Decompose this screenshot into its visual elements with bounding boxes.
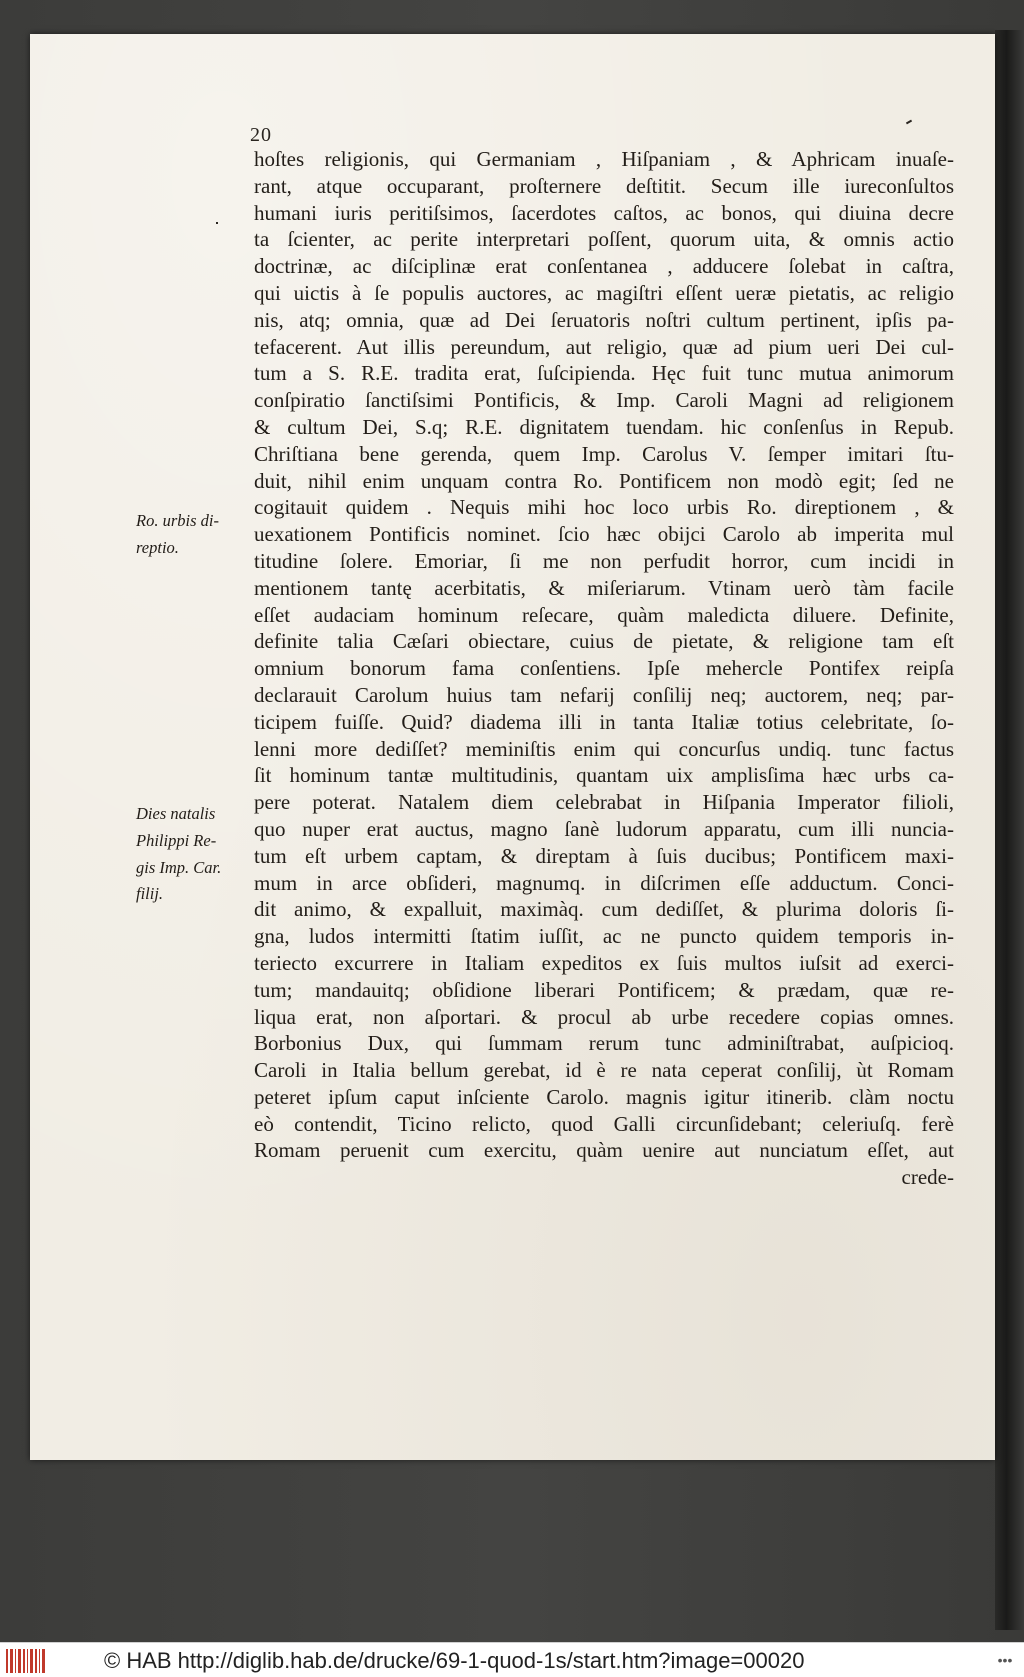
text-line: Chriſtiana bene gerenda, quem Imp. Carolus V. ſemper imitari ſtu- xyxy=(254,441,954,466)
margin-note-line: Philippi Re- xyxy=(136,830,217,850)
text-line: hoſtes religionis, qui Germaniam , Hiſpaniam , & Aphricam inuaſe- xyxy=(254,147,954,171)
text-line: qui uictis à ſe populis auctores, ac magiſtri eſſent ueræ pietatis, ac religio xyxy=(254,280,954,305)
text-line: ta ſcienter, ac perite interpretari poſſent, quorum uita, & omnis actio xyxy=(254,227,954,252)
margin-note-sack-of-rome xyxy=(136,508,254,562)
margin-note-line: filij. xyxy=(136,884,164,904)
main-text xyxy=(254,146,954,1191)
text-line: peteret ipſum caput inſciente Carolo. magnis igitur itinerib. clàm noctu xyxy=(254,1084,954,1109)
text-line: rant, atque occuparant, proſternere deſtitit. Secum ille iureconſultos xyxy=(254,173,954,198)
text-line: eſſet audaciam hominum reſecare, quàm maledicta diluere. Definite, xyxy=(254,602,954,627)
text-line: nis, atq; omnia, quæ ad Dei ſeruatoris noſtri cultum pertinent, ipſis pa- xyxy=(254,307,954,332)
text-line: uexationem Pontificis nominet. ſcio hæc obijci Carolo ab imperita mul xyxy=(254,522,954,547)
footer-bar xyxy=(0,1642,1024,1677)
text-line: humani iuris peritiſsimos, ſacerdotes caſtos, ac bonos, qui diuina decre xyxy=(254,200,954,225)
text-line: titudine ſolere. Emoriar, ſi me non perfudit horror, cum incidi in xyxy=(254,548,954,573)
text-line: quo nuper erat auctus, magno ſanè ludorum apparatu, cum illi nuncia- xyxy=(254,816,954,841)
text-line: eò contendit, Ticino relicto, quod Galli circunſidebant; celeriuſq. ferè xyxy=(254,1111,954,1136)
margin-note-line: reptio. xyxy=(136,537,179,557)
text-line: Caroli in Italia bellum gerebat, id è re nata ceperat conſilij, ùt Romam xyxy=(254,1058,954,1083)
text-line: ſit hominum tantæ multitudinis, quantam uix amplisſima hæc urbs ca- xyxy=(254,763,954,788)
text-line: cogitauit quidem . Nequis mihi hoc loco urbis Ro. direptionem , & xyxy=(254,495,954,520)
page-number: 20 xyxy=(250,124,272,146)
text-line: Borbonius Dux, qui ſummam rerum tunc adminiſtrabat, auſpicioq. xyxy=(254,1031,954,1056)
text-line: omnium bonorum fama conſentiens. Ipſe mehercle Pontifex reipſa xyxy=(254,656,954,681)
text-line: pere poterat. Natalem diem celebrabat in Hiſpania Imperator filioli, xyxy=(254,790,954,815)
text-line: dit animo, & expalluit, maximàq. cum dediſſet, & plurima doloris ſi- xyxy=(254,897,954,922)
adjacent-page-edge xyxy=(995,30,1024,1630)
text-line: definite talia Cæſari obiectare, cuius de pietate, & religione tam eſt xyxy=(254,629,954,654)
ink-speck xyxy=(216,222,218,224)
margin-note-line: Ro. urbis di- xyxy=(136,511,219,530)
text-line: Romam peruenit cum exercitu, quàm uenire aut nunciatum eſſet, aut xyxy=(254,1138,954,1163)
text-line: duit, nihil enim unquam contra Ro. Pontificem non modò egit; ſed ne xyxy=(254,468,954,493)
text-line: teriecto excurrere in Italiam expeditos ex ſuis multos iuſsit ad exerci- xyxy=(254,950,954,975)
text-line: tum eſt urbem captam, & direptam à ſuis ducibus; Pontificem maxi- xyxy=(254,843,954,868)
text-line: tefacerent. Aut illis pereundum, aut religio, quæ ad pium ueri Dei cul- xyxy=(254,334,954,359)
text-line: liqua erat, non aſportari. & procul ab urbe recedere copias omnes. xyxy=(254,1004,954,1029)
ink-speck xyxy=(906,120,912,125)
text-line: ticipem fuiſſe. Quid? diadema illi in tanta Italiæ totius celebritate, ſo- xyxy=(254,709,954,734)
text-line: & cultum Dei, S.q; R.E. dignitatem tuendam. hic conſenſus in Repub. xyxy=(254,414,954,439)
text-line: tum; mandauitq; obſidione liberari Pontificem; & prædam, quæ re- xyxy=(254,977,954,1002)
barcode-icon xyxy=(6,1649,46,1673)
margin-note-line: gis Imp. Car. xyxy=(136,857,222,877)
text-line: declarauit Carolum huius tam nefarij conſilij neq; auctorem, neq; par- xyxy=(254,682,954,707)
text-line: lenni more dediſſet? meminiſtis enim qui concurſus undiq. tunc factus xyxy=(254,736,954,761)
text-line: tum a S. R.E. tradita erat, ſuſcipienda. Hęc fuit tunc mutua animorum xyxy=(254,361,954,386)
text-line: doctrinæ, ac diſciplinæ erat conſentanea , adducere ſolebat in caſtra, xyxy=(254,254,954,279)
catchword: crede- xyxy=(901,1165,954,1190)
ellipsis-icon[interactable]: ••• xyxy=(997,1652,1013,1668)
source-link[interactable]: © HAB http://diglib.hab.de/drucke/69-1-quod-1s/start.htm?image=00020 xyxy=(104,1648,805,1673)
text-line: gna, ludos intermitti ſtatim iuſſit, ac ne puncto quidem temporis in- xyxy=(254,924,954,949)
text-line: mentionem tantę acerbitatis, & miſeriarum. Vtinam uerò tàm facile xyxy=(254,575,954,600)
text-line: conſpiratio ſanctiſsimi Pontificis, & Imp. Caroli Magni ad religionem xyxy=(254,388,954,413)
margin-note-birthday-philip xyxy=(136,801,254,908)
text-line: mum in arce obſideri, magnumq. in diſcrimen eſſe adductum. Conci- xyxy=(254,870,954,895)
margin-note-line: Dies natalis xyxy=(136,804,216,823)
